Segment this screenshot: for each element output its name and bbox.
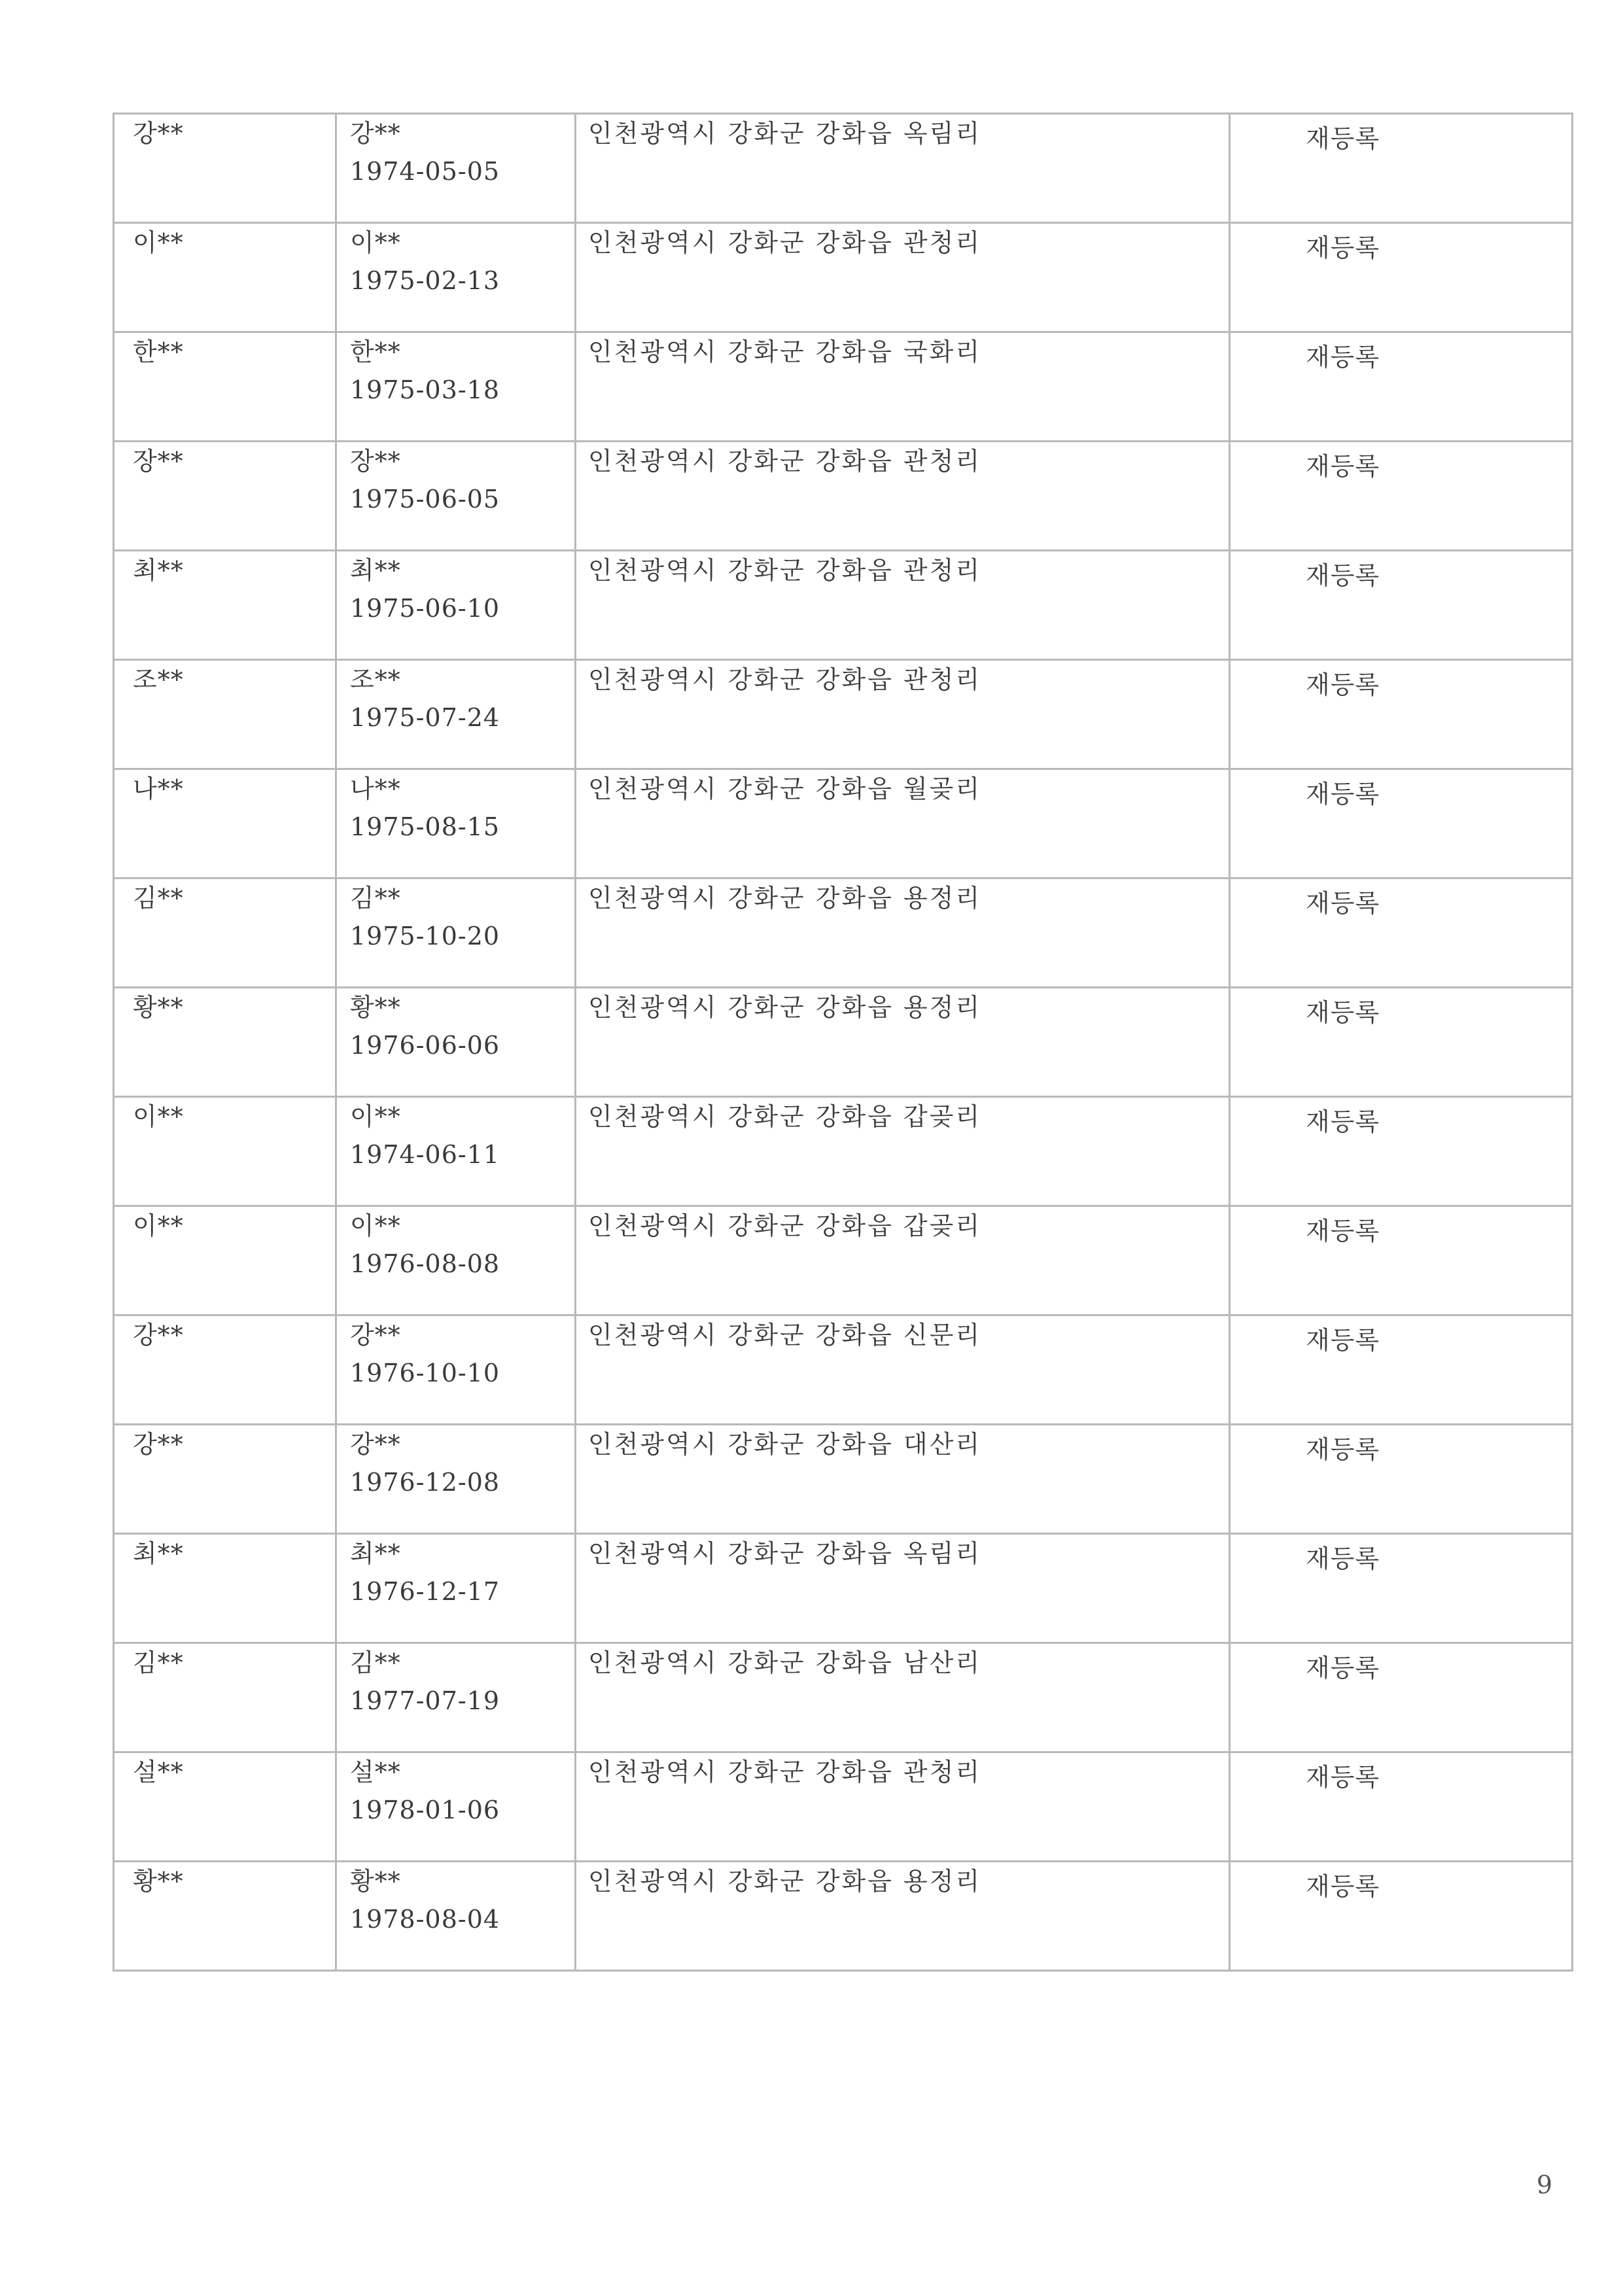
table-row [114, 223, 1573, 332]
status-text: 재등록 [1306, 561, 1380, 590]
address-cell [576, 442, 1230, 551]
status-cell [1230, 878, 1573, 988]
status-cell [1230, 1315, 1573, 1425]
address-cell [576, 1206, 1230, 1315]
address-cell [576, 988, 1230, 1097]
birth-date-text: 1977-07-19 [350, 1686, 500, 1715]
person-name-text: 설** [350, 1758, 401, 1786]
person-cell [336, 878, 576, 988]
person-cell [336, 114, 576, 223]
status-cell [1230, 1862, 1573, 1971]
address-text: 인천광역시 강화군 강화읍 남산리 [588, 1648, 982, 1677]
status-text: 재등록 [1306, 1654, 1380, 1682]
birth-date-text: 1975-07-24 [350, 703, 500, 732]
address-text: 인천광역시 강화군 강화읍 관청리 [588, 228, 982, 257]
person-cell [336, 1534, 576, 1643]
name-cell [114, 769, 336, 878]
table-row [114, 988, 1573, 1097]
person-name-text: 장** [350, 447, 401, 476]
name-text: 이** [133, 1102, 184, 1131]
birth-date-text: 1975-10-20 [350, 922, 500, 950]
address-cell [576, 1097, 1230, 1206]
person-cell [336, 442, 576, 551]
status-text: 재등록 [1306, 1435, 1380, 1464]
address-cell [576, 660, 1230, 769]
name-cell [114, 1862, 336, 1971]
birth-date-text: 1975-06-05 [350, 485, 500, 513]
name-cell [114, 1425, 336, 1534]
status-text: 재등록 [1306, 234, 1380, 262]
birth-date-text: 1976-12-08 [350, 1468, 500, 1497]
person-name-text: 김** [350, 1648, 401, 1677]
table-row [114, 1097, 1573, 1206]
birth-date-text: 1976-10-10 [350, 1359, 500, 1387]
person-name-text: 황** [350, 1867, 401, 1896]
person-cell [336, 1425, 576, 1534]
registration-table [113, 113, 1573, 1972]
address-text: 인천광역시 강화군 강화읍 관청리 [588, 447, 982, 476]
status-text: 재등록 [1306, 670, 1380, 699]
person-cell [336, 769, 576, 878]
status-cell [1230, 1206, 1573, 1315]
person-name-text: 강** [350, 1430, 401, 1459]
table-row [114, 1862, 1573, 1971]
table-row [114, 1534, 1573, 1643]
name-text: 설** [133, 1758, 184, 1786]
person-name-text: 이** [350, 1102, 401, 1131]
status-cell [1230, 1752, 1573, 1862]
birth-date-text: 1975-08-15 [350, 812, 500, 841]
table-row [114, 1752, 1573, 1862]
person-cell [336, 1206, 576, 1315]
person-name-text: 강** [350, 119, 401, 148]
person-cell [336, 551, 576, 660]
table-row [114, 551, 1573, 660]
person-cell [336, 332, 576, 442]
person-cell [336, 223, 576, 332]
page-number: 9 [1536, 2170, 1552, 2199]
address-cell [576, 878, 1230, 988]
person-name-text: 조** [350, 665, 401, 694]
name-text: 조** [133, 665, 184, 694]
person-cell [336, 988, 576, 1097]
person-name-text: 이** [350, 228, 401, 257]
birth-date-text: 1976-12-17 [350, 1577, 500, 1606]
status-cell [1230, 769, 1573, 878]
name-text: 김** [133, 884, 184, 913]
birth-date-text: 1974-06-11 [350, 1140, 500, 1169]
person-name-text: 강** [350, 1321, 401, 1349]
person-name-text: 나** [350, 774, 401, 803]
address-text: 인천광역시 강화군 강화읍 옥림리 [588, 119, 982, 148]
name-text: 최** [133, 556, 184, 585]
address-cell [576, 1315, 1230, 1425]
name-text: 한** [133, 338, 184, 366]
status-text: 재등록 [1306, 124, 1380, 153]
status-cell [1230, 223, 1573, 332]
address-cell [576, 551, 1230, 660]
person-cell [336, 1752, 576, 1862]
person-name-text: 최** [350, 1539, 401, 1568]
name-text: 강** [133, 1430, 184, 1459]
address-cell [576, 1425, 1230, 1534]
status-text: 재등록 [1306, 452, 1380, 481]
name-cell [114, 332, 336, 442]
address-cell [576, 223, 1230, 332]
birth-date-text: 1975-03-18 [350, 375, 500, 404]
address-text: 인천광역시 강화군 강화읍 갑곶리 [588, 1211, 982, 1240]
name-cell [114, 1643, 336, 1752]
birth-date-text: 1978-01-06 [350, 1796, 500, 1824]
status-cell [1230, 114, 1573, 223]
status-cell [1230, 332, 1573, 442]
table-row [114, 1315, 1573, 1425]
address-cell [576, 1534, 1230, 1643]
address-cell [576, 769, 1230, 878]
status-cell [1230, 1643, 1573, 1752]
status-text: 재등록 [1306, 1107, 1380, 1136]
name-text: 황** [133, 1867, 184, 1896]
name-text: 이** [133, 1211, 184, 1240]
name-text: 황** [133, 993, 184, 1022]
name-text: 김** [133, 1648, 184, 1677]
status-text: 재등록 [1306, 1326, 1380, 1355]
status-cell [1230, 442, 1573, 551]
person-name-text: 한** [350, 338, 401, 366]
address-text: 인천광역시 강화군 강화읍 옥림리 [588, 1539, 982, 1568]
status-cell [1230, 1097, 1573, 1206]
address-text: 인천광역시 강화군 강화읍 신문리 [588, 1321, 982, 1349]
birth-date-text: 1974-05-05 [350, 157, 500, 186]
birth-date-text: 1978-08-04 [350, 1905, 500, 1934]
status-cell [1230, 988, 1573, 1097]
name-cell [114, 1315, 336, 1425]
status-text: 재등록 [1306, 1217, 1380, 1245]
address-text: 인천광역시 강화군 강화읍 용정리 [588, 993, 982, 1022]
address-cell [576, 1752, 1230, 1862]
address-cell [576, 114, 1230, 223]
name-cell [114, 1097, 336, 1206]
status-text: 재등록 [1306, 889, 1380, 918]
name-cell [114, 1206, 336, 1315]
table-row [114, 769, 1573, 878]
table-row [114, 1643, 1573, 1752]
status-text: 재등록 [1306, 1763, 1380, 1792]
table-row [114, 878, 1573, 988]
table-row [114, 1206, 1573, 1315]
status-cell [1230, 1425, 1573, 1534]
birth-date-text: 1976-06-06 [350, 1031, 500, 1060]
status-text: 재등록 [1306, 1872, 1380, 1901]
name-cell [114, 1534, 336, 1643]
table-row [114, 1425, 1573, 1534]
person-name-text: 최** [350, 556, 401, 585]
name-cell [114, 551, 336, 660]
person-cell [336, 1097, 576, 1206]
address-text: 인천광역시 강화군 강화읍 월곶리 [588, 774, 982, 803]
status-text: 재등록 [1306, 998, 1380, 1027]
name-text: 장** [133, 447, 184, 476]
person-cell [336, 1315, 576, 1425]
name-cell [114, 223, 336, 332]
name-text: 강** [133, 1321, 184, 1349]
name-text: 이** [133, 228, 184, 257]
address-cell [576, 1643, 1230, 1752]
name-text: 최** [133, 1539, 184, 1568]
address-cell [576, 332, 1230, 442]
name-cell [114, 988, 336, 1097]
name-cell [114, 878, 336, 988]
address-text: 인천광역시 강화군 강화읍 갑곶리 [588, 1102, 982, 1131]
address-text: 인천광역시 강화군 강화읍 관청리 [588, 1758, 982, 1786]
person-name-text: 이** [350, 1211, 401, 1240]
status-text: 재등록 [1306, 1544, 1380, 1573]
status-text: 재등록 [1306, 780, 1380, 809]
person-cell [336, 1862, 576, 1971]
person-name-text: 김** [350, 884, 401, 913]
name-cell [114, 114, 336, 223]
status-text: 재등록 [1306, 343, 1380, 372]
birth-date-text: 1976-08-08 [350, 1249, 500, 1278]
table-row [114, 332, 1573, 442]
table-row [114, 114, 1573, 223]
table-row [114, 442, 1573, 551]
name-text: 나** [133, 774, 184, 803]
name-text: 강** [133, 119, 184, 148]
address-text: 인천광역시 강화군 강화읍 관청리 [588, 556, 982, 585]
address-text: 인천광역시 강화군 강화읍 용정리 [588, 884, 982, 913]
address-text: 인천광역시 강화군 강화읍 용정리 [588, 1867, 982, 1896]
table-body [114, 114, 1573, 1971]
status-cell [1230, 551, 1573, 660]
person-cell [336, 1643, 576, 1752]
person-cell [336, 660, 576, 769]
status-cell [1230, 1534, 1573, 1643]
table-row [114, 660, 1573, 769]
address-cell [576, 1862, 1230, 1971]
birth-date-text: 1975-06-10 [350, 594, 500, 623]
address-text: 인천광역시 강화군 강화읍 관청리 [588, 665, 982, 694]
birth-date-text: 1975-02-13 [350, 266, 500, 295]
name-cell [114, 1752, 336, 1862]
person-name-text: 황** [350, 993, 401, 1022]
status-cell [1230, 660, 1573, 769]
name-cell [114, 660, 336, 769]
address-text: 인천광역시 강화군 강화읍 대산리 [588, 1430, 982, 1459]
address-text: 인천광역시 강화군 강화읍 국화리 [588, 338, 982, 366]
name-cell [114, 442, 336, 551]
